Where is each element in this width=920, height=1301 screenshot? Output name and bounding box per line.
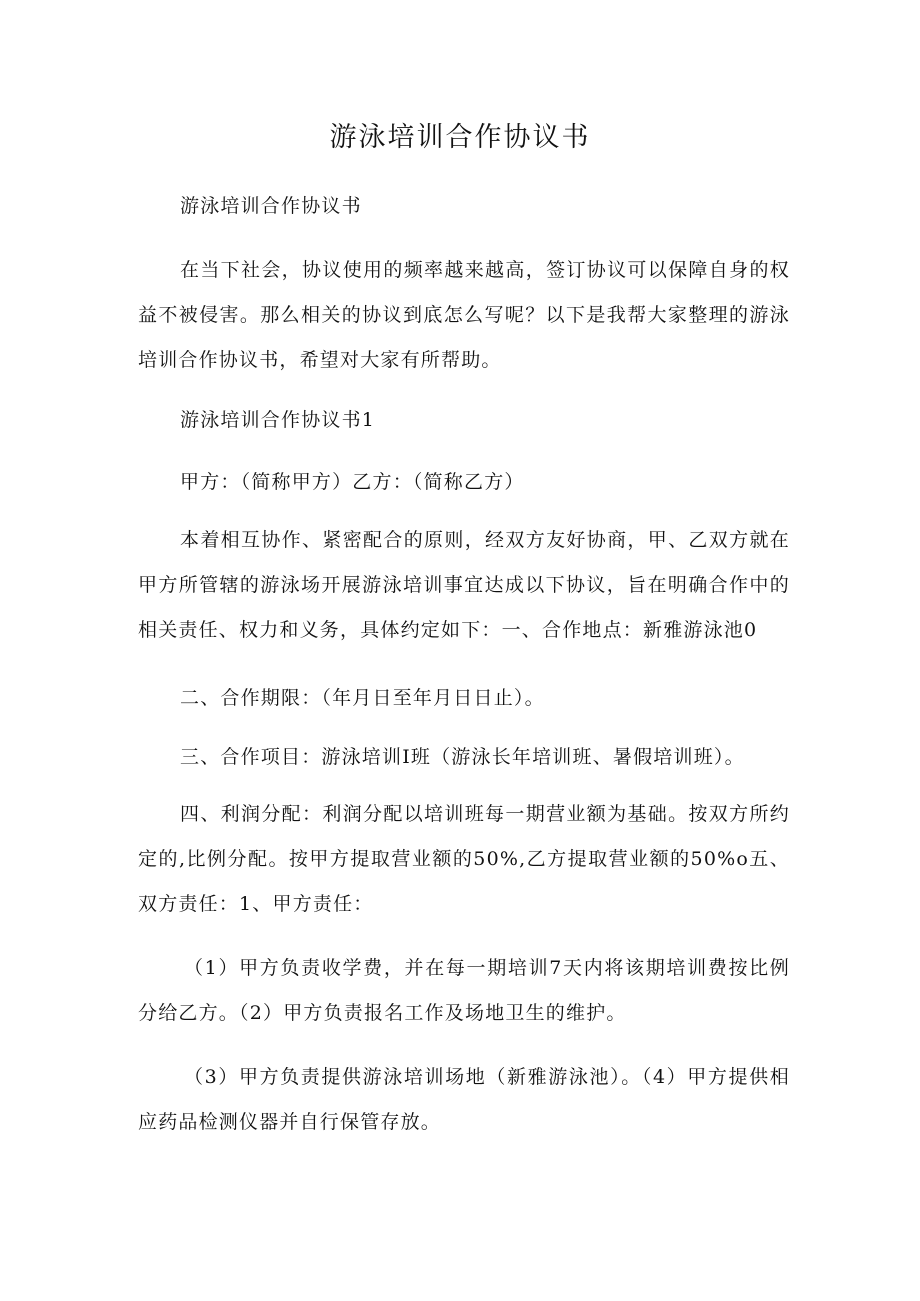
paragraph-duty-3-4: （3）甲方负责提供游泳培训场地（新雅游泳池）。（4）甲方提供相应药品检测仪器并自行保管存放。: [138, 1066, 790, 1133]
document-title: 游泳培训合作协议书: [329, 122, 591, 153]
paragraph-section-heading: 游泳培训合作协议书1: [180, 409, 376, 431]
paragraph-subtitle: 游泳培训合作协议书: [180, 195, 362, 217]
paragraph-principle: 本着相互协作、紧密配合的原则，经双方友好协商，甲、乙双方就在甲方所管辖的游泳场开展游泳培训事宜达成以下协议，旨在明确合作中的相关责任、权力和义务，具体约定如下：一、合作地点：新雅游泳池0: [138, 529, 790, 641]
paragraph-duty-1-2: （1）甲方负责收学费，并在每一期培训7天内将该期培训费按比例分给乙方。（2）甲方负责报名工作及场地卫生的维护。: [138, 957, 790, 1024]
paragraph-profit: 四、利润分配：利润分配以培训班每一期营业额为基础。按双方所约定的,比例分配。按甲方提取营业额的50%,乙方提取营业额的50%o五、双方责任：1、甲方责任：: [138, 803, 790, 915]
paragraph-project: 三、合作项目：游泳培训I班（游泳长年培训班、暑假培训班）。: [180, 746, 745, 768]
paragraph-term: 二、合作期限：（年月日至年月日日止）。: [180, 687, 545, 709]
paragraph-parties: 甲方：（简称甲方）乙方：（简称乙方）: [180, 471, 525, 493]
paragraph-intro: 在当下社会，协议使用的频率越来越高，签订协议可以保障自身的权益不被侵害。那么相关的协议到底怎么写呢？以下是我帮大家整理的游泳培训合作协议书，希望对大家有所帮助。: [138, 259, 790, 371]
